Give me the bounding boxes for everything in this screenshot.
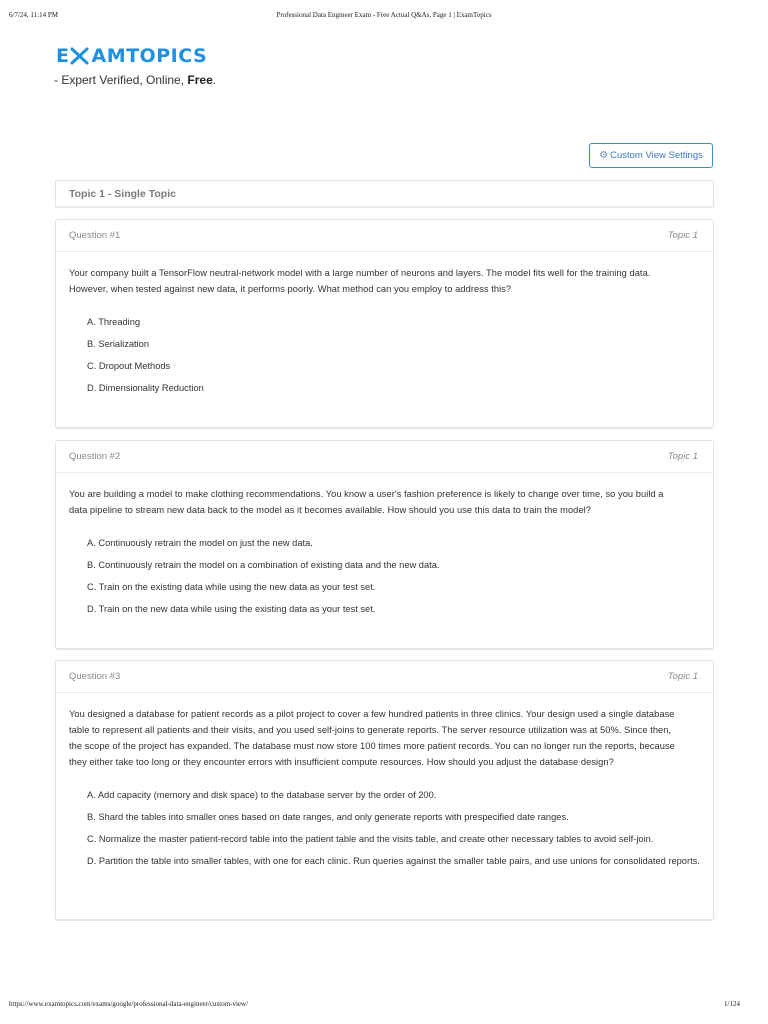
- logo-x-icon: [70, 47, 90, 65]
- question-topic: Topic 1: [667, 230, 698, 241]
- tagline-post: .: [212, 73, 217, 87]
- choices-list: [69, 787, 700, 869]
- tagline-bold: Free: [187, 73, 213, 87]
- logo-prefix: E: [56, 45, 70, 67]
- question-line: You are building a model to make clothing recommendations. You know a user's fashion preference is likely to change over time, so you build a: [69, 489, 664, 499]
- choice-c[interactable]: C. Dropout Methods: [87, 361, 171, 371]
- choice-b[interactable]: B. Serialization: [87, 339, 150, 349]
- examtopics-logo[interactable]: [56, 45, 207, 67]
- question-text: [69, 486, 700, 518]
- choice-b[interactable]: B. Shard the tables into smaller ones based on date ranges, and only generate reports with prespecified date ranges.: [87, 812, 569, 822]
- question-header: [56, 661, 713, 693]
- question-line: You designed a database for patient records as a pilot project to cover a few hundred patients in three clinics. Your design used a single database: [69, 709, 675, 719]
- print-page-number: 1/124: [724, 1000, 740, 1008]
- question-line: the scope of the project has expanded. The database must now store 100 times more patient records. You can no longer run the reports, because: [69, 741, 675, 751]
- choice-d[interactable]: D. Partition the table into smaller tables, with one for each clinic. Run queries against the smaller table pairs, and use unions for consolidated reports.: [87, 856, 700, 866]
- logo-suffix: AMTOPICS: [91, 45, 208, 67]
- question-number: Question #2: [69, 451, 121, 462]
- choice-b[interactable]: B. Continuously retrain the model on a combination of existing data and the new data.: [87, 560, 440, 570]
- custom-view-settings-label: Custom View Settings: [610, 150, 703, 161]
- print-url[interactable]: https://www.examtopics.com/exams/google/professional-data-engineer/custom-view/: [9, 1000, 249, 1008]
- question-line: they either take too long or they encounter errors with insufficient compute resources. How should you adjust the database design?: [69, 757, 614, 767]
- choice-d[interactable]: D. Dimensionality Reduction: [87, 383, 204, 393]
- print-doc-title: Professional Data Engineer Exam - Free Actual Q&As, Page 1 | ExamTopics: [276, 11, 492, 19]
- question-body: [56, 252, 713, 396]
- question-text: [69, 706, 700, 770]
- question-line: However, when tested against new data, it performs poorly. What method can you employ to address this?: [69, 284, 512, 294]
- question-line: Your company built a TensorFlow neutral-network model with a large number of neurons and layers. The model fits well for the training data.: [69, 268, 651, 278]
- custom-view-settings-button[interactable]: [589, 143, 713, 168]
- question-card: [55, 440, 714, 650]
- choices-list: [69, 535, 700, 617]
- choice-c[interactable]: C. Train on the existing data while using the new data as your test set.: [87, 582, 376, 592]
- print-footer: [0, 1000, 768, 1012]
- question-header: [56, 220, 713, 252]
- question-body: [56, 693, 713, 869]
- question-card: [55, 219, 714, 429]
- print-header: [0, 11, 768, 23]
- choices-list: [69, 314, 700, 396]
- topic-header: [55, 180, 714, 208]
- question-card: [55, 660, 714, 921]
- tagline-pre: - Expert Verified, Online,: [54, 73, 188, 87]
- question-text: [69, 265, 700, 297]
- question-line: table to represent all patients and their visits, and you used self-joins to generate reports. The server resource utilization was at 50%. Since then,: [69, 725, 672, 735]
- question-topic: Topic 1: [667, 451, 698, 462]
- choice-a[interactable]: A. Add capacity (memory and disk space) to the database server by the order of 200.: [87, 790, 437, 800]
- topic-header-label: Topic 1 - Single Topic: [69, 187, 176, 200]
- question-body: [56, 473, 713, 617]
- question-line: data pipeline to stream new data back to the model as it becomes available. How should you use this data to train the model?: [69, 505, 591, 515]
- choice-a[interactable]: A. Threading: [87, 317, 141, 327]
- print-datetime: 6/7/24, 11:14 PM: [9, 11, 58, 19]
- gear-icon: ⚙: [599, 150, 609, 161]
- question-number: Question #3: [69, 671, 121, 682]
- choice-d[interactable]: D. Train on the new data while using the existing data as your test set.: [87, 604, 376, 614]
- tagline: [54, 73, 216, 87]
- choice-a[interactable]: A. Continuously retrain the model on just the new data.: [87, 538, 313, 548]
- question-topic: Topic 1: [667, 671, 698, 682]
- question-number: Question #1: [69, 230, 121, 241]
- choice-c[interactable]: C. Normalize the master patient-record table into the patient table and the visits table, and create other necessary tables to avoid self-join.: [87, 834, 654, 844]
- question-header: [56, 441, 713, 473]
